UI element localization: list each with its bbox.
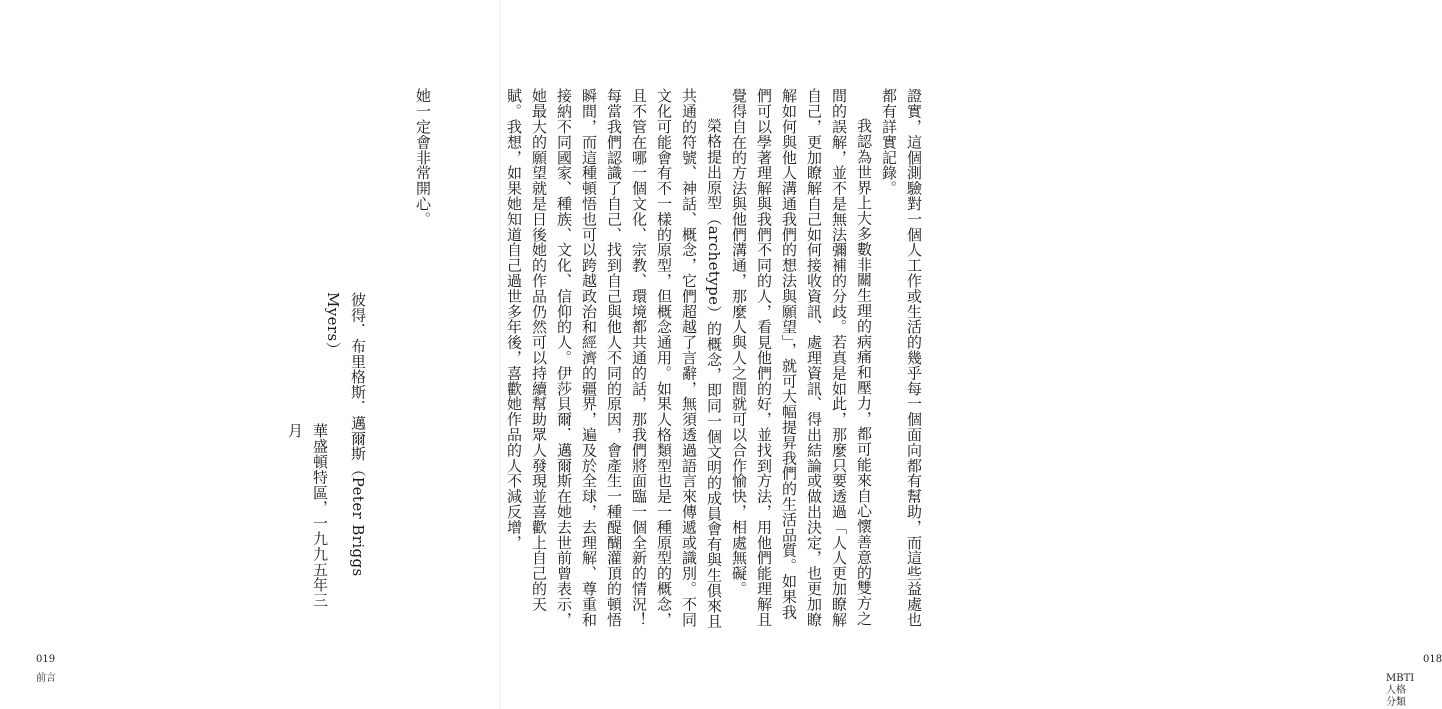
signature-text: 彼得．布里格斯．邁爾斯（Peter Briggs Myers） bbox=[324, 292, 367, 577]
running-head-right: MBTI 人格分類 bbox=[1386, 673, 1415, 708]
closing-line-text: 她一定會非常開心。 bbox=[414, 88, 432, 227]
page-number-right: 018 bbox=[1423, 654, 1442, 665]
paragraph: 證實，這個測驗對一個人工作或生活的幾乎每一個面向都有幫助，而這些益處也都有詳實記錄。 bbox=[880, 88, 923, 627]
running-head-left: 前言 bbox=[36, 673, 56, 684]
left-page bbox=[0, 0, 500, 709]
paragraph: 我認為世界上大多數非關生理的病痛和壓力，都可能來自心懷善意的雙方之間的誤解，並不是無法彌補的分歧。若真是如此，那麼只要透過「人人更加瞭解自己，更加瞭解自己如何接收資訊、處理資訊、得出結論或做出決定，也更加瞭解如何與他人溝通我們的想法與願望」，就可大幅提昇我們的生活品質。如果我們可以學著理解與我們不同的人，看見他們的好，並找到方法，用他們能理解且覺得自在的方法與他們溝通，那麼人與人之間就可以合作愉快，相處無礙。 bbox=[730, 88, 873, 627]
page-number-left: 019 bbox=[36, 654, 56, 665]
signature bbox=[324, 292, 370, 622]
place-date bbox=[286, 423, 332, 618]
body-text bbox=[505, 88, 926, 633]
right-page bbox=[500, 0, 1442, 709]
closing-line bbox=[395, 88, 435, 633]
paragraph: 榮格提出原型（archetype）的概念，即同一個文明的成員會有與生俱來且共通的符號、神話、概念，它們超越了言辭，無須透過語言來傳遞或識別。不同文化可能會有不一樣的原型，但概念通用。如果人格類型也是一種原型的概念，且不管在哪一個文化、宗教、環境都共通的話，那我們將面臨一個全新的情況！每當我們認識了自己、找到自己與他人不同的原因，會產生一種醍醐灌頂的頓悟瞬間，而這種頓悟也可以跨越政治和經濟的疆界，遍及於全球，去理解、尊重和接納不同國家、種族、文化、信仰的人。伊莎貝爾．邁爾斯在她去世前曾表示，她最大的願望就是日後她的作品仍然可以持續幫助眾人發現並喜歡上自己的天賦。我想，如果她知道自己過世多年後，喜歡她作品的人不減反增， bbox=[505, 88, 723, 629]
place-date-text: 華盛頓特區，一九九五年三月 bbox=[286, 423, 329, 608]
